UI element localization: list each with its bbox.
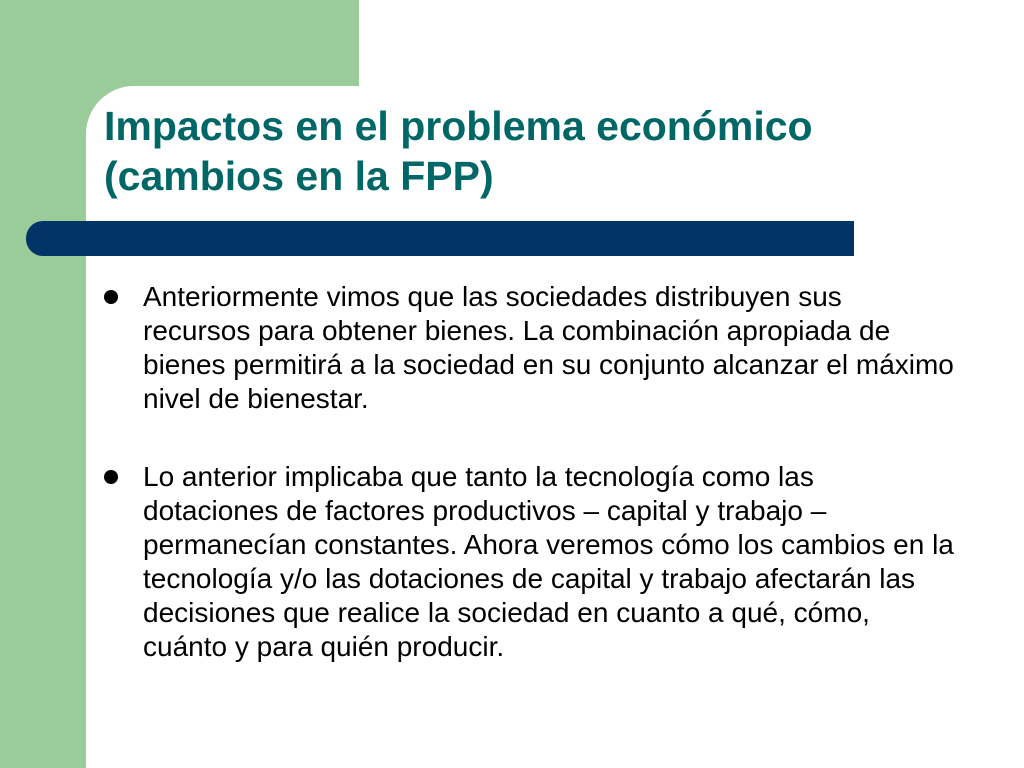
title-line-1: Impactos en el problema económico [104, 103, 813, 149]
slide-title [104, 101, 984, 201]
title-line-2: (cambios en la FPP) [104, 153, 494, 199]
bullet-item [104, 460, 954, 664]
title-divider-bar [26, 221, 854, 256]
bullet-dot-icon [104, 290, 118, 304]
bullet-dot-icon [104, 470, 118, 484]
bullet-text: Lo anterior implicaba que tanto la tecnología como las dotaciones de factores productivos – capital y trabajo – permanecían constantes. Ahora veremos cómo los cambios en la tecnología y/o las dotaciones de capital y trabajo afectarán las decisiones que realice la sociedad en cuanto a qué, cómo, cuánto y para quién producir. [143, 461, 954, 662]
bullet-item [104, 280, 954, 416]
bullet-text: Anteriormente vimos que las sociedades distribuyen sus recursos para obtener bienes. La combinación apropiada de bienes permitirá a la sociedad en su conjunto alcanzar el máximo nivel de bienestar. [143, 281, 954, 414]
bullet-list [104, 280, 954, 664]
